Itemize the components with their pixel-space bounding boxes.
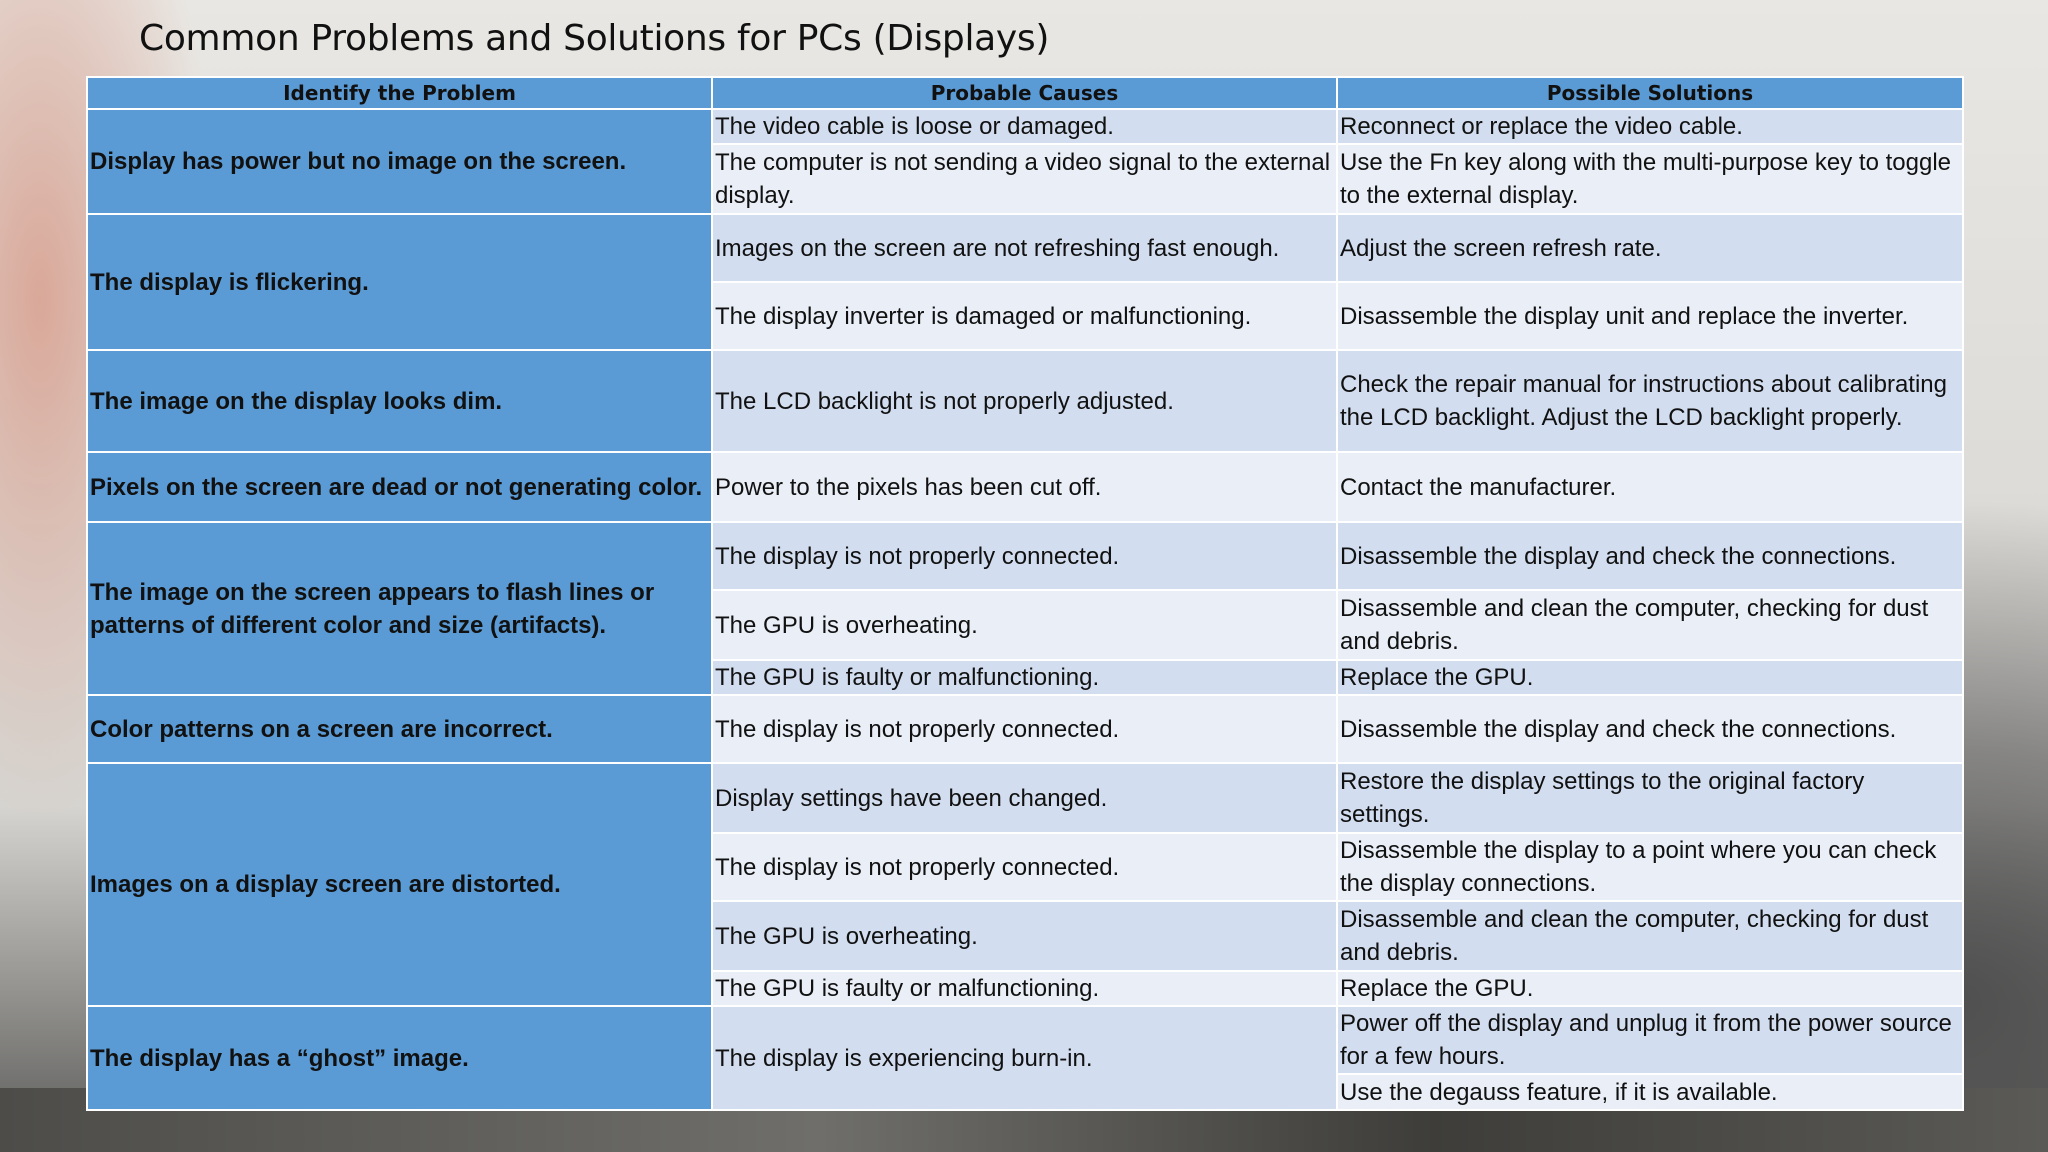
solution-cell: Contact the manufacturer.: [1337, 452, 1963, 522]
solution-cell: Use the Fn key along with the multi-purpose key to toggle to the external display.: [1337, 144, 1963, 214]
cause-cell: The computer is not sending a video signal to the external display.: [712, 144, 1337, 214]
solution-cell: Power off the display and unplug it from the power source for a few hours.: [1337, 1006, 1963, 1074]
cause-cell: Images on the screen are not refreshing fast enough.: [712, 214, 1337, 282]
table-header-row: [87, 77, 1963, 109]
solution-cell: Disassemble and clean the computer, checking for dust and debris.: [1337, 590, 1963, 660]
cause-cell: The GPU is overheating.: [712, 590, 1337, 660]
table-row: [87, 1006, 1963, 1074]
cause-cell: The GPU is faulty or malfunctioning.: [712, 971, 1337, 1006]
page-title: Common Problems and Solutions for PCs (Displays): [139, 18, 1050, 59]
cause-cell: The display is not properly connected.: [712, 833, 1337, 901]
header-cause: Probable Causes: [712, 77, 1337, 109]
problem-cell: The image on the screen appears to flash lines or patterns of different color and size (artifacts).: [87, 522, 712, 695]
solution-cell: Replace the GPU.: [1337, 971, 1963, 1006]
solution-cell: Adjust the screen refresh rate.: [1337, 214, 1963, 282]
solution-cell: Restore the display settings to the original factory settings.: [1337, 763, 1963, 833]
problem-cell: The display has a “ghost” image.: [87, 1006, 712, 1110]
problem-cell: Display has power but no image on the screen.: [87, 109, 712, 214]
cause-cell: The GPU is overheating.: [712, 901, 1337, 971]
solution-cell: Disassemble the display and check the connections.: [1337, 522, 1963, 590]
table-row: [87, 350, 1963, 452]
solution-cell: Reconnect or replace the video cable.: [1337, 109, 1963, 144]
table-row: [87, 522, 1963, 590]
problem-cell: The image on the display looks dim.: [87, 350, 712, 452]
problem-cell: Pixels on the screen are dead or not generating color.: [87, 452, 712, 522]
solution-cell: Disassemble the display to a point where you can check the display connections.: [1337, 833, 1963, 901]
table-row: [87, 763, 1963, 833]
cause-cell: The display is experiencing burn-in.: [712, 1006, 1337, 1110]
cause-cell: Display settings have been changed.: [712, 763, 1337, 833]
header-problem: Identify the Problem: [87, 77, 712, 109]
problem-cell: Images on a display screen are distorted.: [87, 763, 712, 1006]
solution-cell: Disassemble and clean the computer, checking for dust and debris.: [1337, 901, 1963, 971]
cause-cell: The video cable is loose or damaged.: [712, 109, 1337, 144]
solution-cell: Replace the GPU.: [1337, 660, 1963, 695]
solution-cell: Disassemble the display and check the connections.: [1337, 695, 1963, 763]
cause-cell: The display is not properly connected.: [712, 522, 1337, 590]
cause-cell: Power to the pixels has been cut off.: [712, 452, 1337, 522]
solution-cell: Use the degauss feature, if it is available.: [1337, 1074, 1963, 1110]
cause-cell: The GPU is faulty or malfunctioning.: [712, 660, 1337, 695]
problem-cell: The display is flickering.: [87, 214, 712, 350]
table-row: [87, 695, 1963, 763]
cause-cell: The LCD backlight is not properly adjusted.: [712, 350, 1337, 452]
solution-cell: Disassemble the display unit and replace the inverter.: [1337, 282, 1963, 350]
solution-cell: Check the repair manual for instructions about calibrating the LCD backlight. Adjust the LCD backlight properly.: [1337, 350, 1963, 452]
table-row: [87, 214, 1963, 282]
table-row: [87, 109, 1963, 144]
problem-cell: Color patterns on a screen are incorrect.: [87, 695, 712, 763]
cause-cell: The display inverter is damaged or malfunctioning.: [712, 282, 1337, 350]
problems-table: [86, 76, 1964, 1111]
table-row: [87, 452, 1963, 522]
header-solution: Possible Solutions: [1337, 77, 1963, 109]
cause-cell: The display is not properly connected.: [712, 695, 1337, 763]
